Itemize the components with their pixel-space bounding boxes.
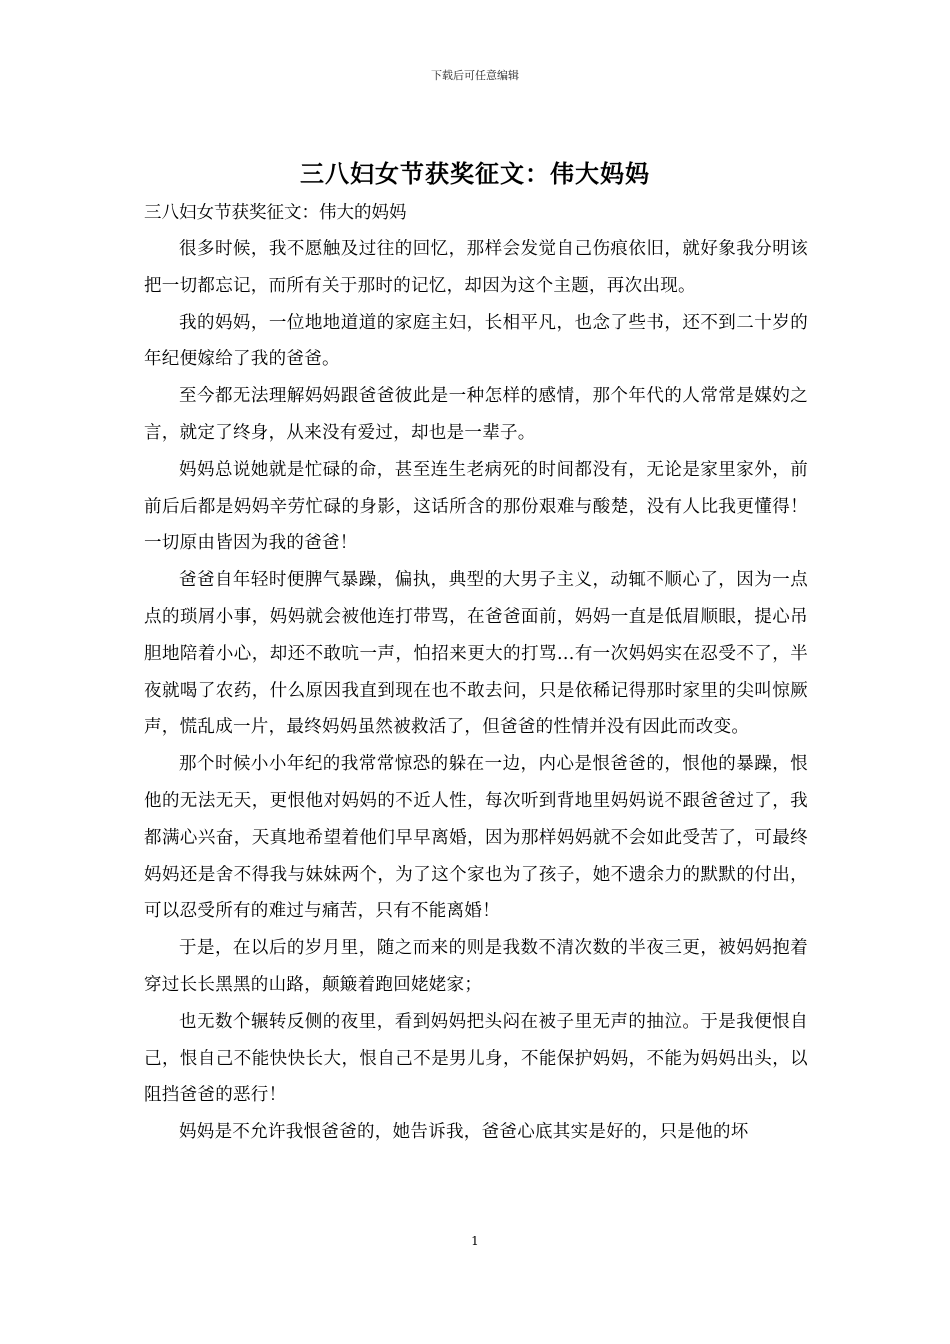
paragraph: 爸爸自年轻时便脾气暴躁，偏执，典型的大男子主义，动辄不顺心了，因为一点点的琐屑小事，妈妈就会被他连打带骂，在爸爸面前，妈妈一直是低眉顺眼，提心吊胆地陪着小心，却还不敢吭一声，怕招来更大的打骂...有一次妈妈实在忍受不了，半夜就喝了农药，什么原因我直到现在也不敢去问，只是依稀记得那时家里的尖叫惊厥声，慌乱成一片，最终妈妈虽然被救活了，但爸爸的性情并没有因此而改变。 [144, 570, 808, 738]
paragraph: 妈妈是不允许我恨爸爸的，她告诉我，爸爸心底其实是好的，只是他的坏 [179, 1122, 749, 1143]
document-body [144, 199, 808, 1151]
page-number: 1 [471, 1234, 479, 1248]
paragraph: 于是，在以后的岁月里，随之而来的则是我数不清次数的半夜三更，被妈妈抱着穿过长长黑黑的山路，颠簸着跑回姥姥家； [144, 938, 808, 995]
header-note: 下载后可任意编辑 [431, 69, 519, 82]
paragraph: 妈妈总说她就是忙碌的命，甚至连生老病死的时间都没有，无论是家里家外，前前后后都是妈妈辛劳忙碌的身影，这话所含的那份艰难与酸楚，没有人比我更懂得！一切原由皆因为我的爸爸！ [144, 459, 808, 554]
document-subtitle: 三八妇女节获奖征文：伟大的妈妈 [144, 203, 407, 223]
paragraph: 很多时候，我不愿触及过往的回忆，那样会发觉自己伤痕依旧，就好象我分明该把一切都忘记，而所有关于那时的记忆，却因为这个主题，再次出现。 [144, 239, 808, 296]
document-title: 三八妇女节获奖征文：伟大妈妈 [300, 160, 650, 188]
paragraph: 至今都无法理解妈妈跟爸爸彼此是一种怎样的感情，那个年代的人常常是媒妁之言，就定了终身，从来没有爱过，却也是一辈子。 [144, 386, 808, 443]
paragraph: 我的妈妈，一位地地道道的家庭主妇，长相平凡，也念了些书，还不到二十岁的年纪便嫁给了我的爸爸。 [144, 312, 808, 370]
paragraph: 也无数个辗转反侧的夜里，看到妈妈把头闷在被子里无声的抽泣。于是我便恨自己，恨自己不能快快长大，恨自己不是男儿身，不能保护妈妈，不能为妈妈出头，以阻挡爸爸的恶行！ [144, 1011, 808, 1106]
paragraph: 那个时候小小年纪的我常常惊恐的躲在一边，内心是恨爸爸的，恨他的暴躁，恨他的无法无天，更恨他对妈妈的不近人性，每次听到背地里妈妈说不跟爸爸过了，我都满心兴奋，天真地希望着他们早早离婚，因为那样妈妈就不会如此受苦了，可最终妈妈还是舍不得我与妹妹两个，为了这个家也为了孩子，她不遗余力的默默的付出，可以忍受所有的难过与痛苦，只有不能离婚！ [144, 754, 808, 922]
